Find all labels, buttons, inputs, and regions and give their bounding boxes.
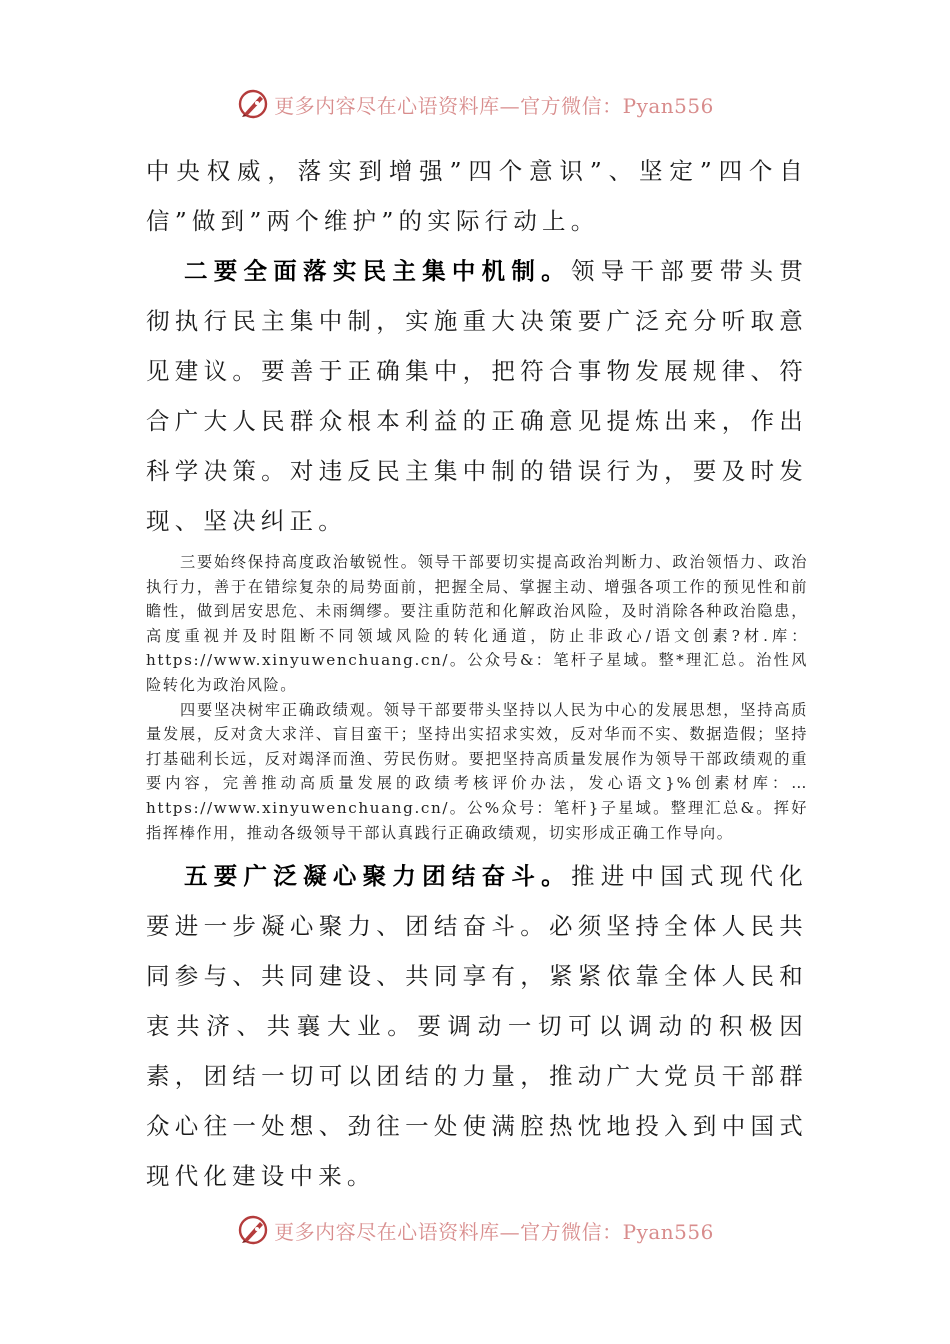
paragraph-3: 三要始终保持高度政治敏锐性。领导干部要切实提高政治判断力、政治领悟力、政治执行力，善于在错综复杂的局势面前，把握全局、掌握主动、增强各项工作的预见性和前瞻性，做到居安思危、未雨绸缪。要注重防范和化解政治风险，及时消除各种政治隐患，高度重视并及时阻断不同领域风险的转化通道，防止非政心/语文创素?材.库：https://www.xinyuwenchuang.cn/。公众号&：笔杆子星域。整*理汇总。治性风险转化为政治风险。	[146, 553, 808, 694]
footer-banner	[0, 1208, 950, 1252]
paragraph-5-heading: 五要广泛凝心聚力团结奋斗。	[184, 862, 571, 891]
paragraph-2-text: 领导干部要带头贯彻执行民主集中制，实施重大决策要广泛充分听取意见建议。要善于正确集中，把符合事物发展规律、符合广大人民群众根本利益的正确意见提炼出来，作出科学决策。对违反民主集中制的错误行为，要及时发现、坚决纠正。	[146, 257, 808, 535]
document-body	[146, 146, 808, 1201]
paragraph-4: 四要坚决树牢正确政绩观。领导干部要带头坚持以人民为中心的发展思想，坚持高质量发展，反对贪大求洋、盲目蛮干；坚持出实招求实效，反对华而不实、数据造假；坚持打基础利长远，反对竭泽而渔、劳民伤财。要把坚持高质量发展作为领导干部政绩观的重要内容，完善推动高质量发展的政绩考核评价办法，发心语文}%创素材库：…https://www.xinyuwenchuang.cn/。公%众号：笔杆}子星域。整理汇总&。挥好指挥棒作用，推动各级领导干部认真践行正确政绩观，切实形成正确工作导向。	[146, 700, 808, 842]
header-banner	[0, 82, 950, 126]
pen-logo-icon	[236, 1213, 270, 1247]
pen-logo-icon	[236, 87, 270, 121]
footer-banner-text: 更多内容尽在心语资料库—官方微信：Pyan556	[274, 1219, 714, 1244]
paragraph-2	[146, 246, 808, 546]
header-banner-text: 更多内容尽在心语资料库—官方微信：Pyan556	[274, 93, 714, 118]
paragraph-2-heading: 二要全面落实民主集中机制。	[184, 257, 571, 285]
paragraph-5	[146, 851, 808, 1201]
paragraph-1: 中央权威，落实到增强”四个意识”、坚定”四个自信”做到”两个维护”的实际行动上。	[146, 157, 808, 235]
paragraph-5-text: 推进中国式现代化要进一步凝心聚力、团结奋斗。必须坚持全体人民共同参与、共同建设、共同享有，紧紧依靠全体人民和衷共济、共襄大业。要调动一切可以调动的积极因素，团结一切可以团结的力量，推动广大党员干部群众心往一处想、劲往一处使满腔热忱地投入到中国式现代化建设中来。	[146, 862, 808, 1191]
